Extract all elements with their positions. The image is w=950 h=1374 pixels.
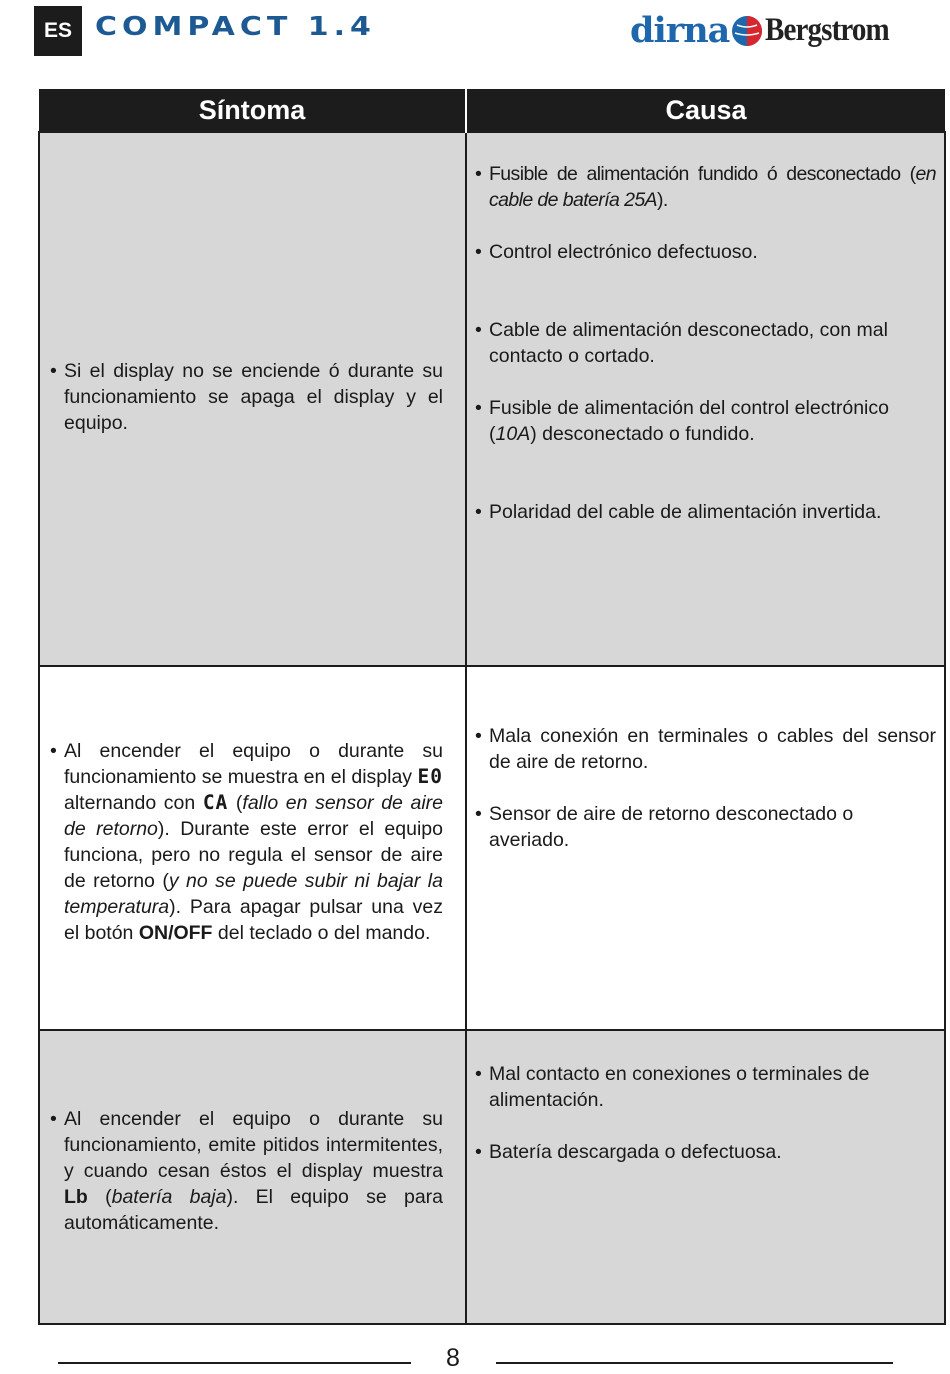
cause-text: ) desconectado o fundido. (530, 423, 755, 445)
page-number: 8 (446, 1344, 460, 1372)
cause-text: Fusible de alimentación fundido ó desconectado ( (489, 163, 916, 185)
table-row (39, 1030, 945, 1324)
symptom-text: ). Para apagar pulsar una vez el botón (64, 896, 443, 944)
cause-text: Mala conexión en terminales o cables del sensor de aire de retorno. (489, 725, 936, 773)
cause-cell (466, 132, 945, 666)
symptom-text: del teclado o del mando. (212, 922, 431, 944)
cause-italic-text: 10A (495, 423, 531, 445)
cause-item: • Fusible de alimentación del control electrónico (10A) desconectado o fundido. (475, 397, 889, 445)
display-code-e0: E0 (417, 765, 443, 788)
symptom-text: ( (228, 792, 243, 814)
table-row (39, 132, 945, 666)
brand-bergstrom-text: Bergstrom (765, 12, 890, 48)
cause-text: Fusible de alimentación del control electrónico ( (489, 397, 889, 445)
troubleshooting-table (38, 89, 946, 1325)
symptom-text: ( (87, 1186, 112, 1208)
symptom-text: ). Durante este error el equipo funciona, pero no regula el sensor de aire de retorno ( (64, 818, 443, 892)
cause-text: Mal contacto en conexiones o terminales de alimentación. (489, 1063, 870, 1111)
cause-item: • Cable de alimentación desconectado, con mal contacto o cortado. (475, 317, 936, 369)
symptom-item: • Si el display no se enciende ó durante su funcionamiento se apaga el display y el equipo. (50, 360, 443, 434)
cause-text: Cable de alimentación desconectado, con mal contacto o cortado. (489, 319, 888, 367)
cause-text: Polaridad del cable de alimentación invertida. (489, 501, 882, 523)
cause-item: • Fusible de alimentación fundido ó desconectado (en cable de batería 25A). (475, 163, 936, 211)
cause-text: Control electrónico defectuoso. (489, 241, 758, 263)
cause-text: ). (656, 189, 668, 211)
cause-item: • Batería descargada o defectuosa. (475, 1139, 936, 1165)
symptom-text: alternando con (64, 792, 203, 814)
brand-logo (630, 10, 906, 51)
symptom-bold-text: Lb (64, 1186, 88, 1208)
symptom-item: • Al encender el equipo o durante su funcionamiento, emite pitidos intermitentes, y cuando cesan éstos el display muestra Lb (batería baja). El equipo se para automáticamente. (50, 1108, 443, 1234)
symptom-italic-text: y no se puede subir ni bajar la temperatura (64, 870, 443, 918)
product-title: COMPACT 1.4 (95, 12, 376, 42)
symptom-text: Si el display no se enciende ó durante su funcionamiento se apaga el display y el equipo. (64, 360, 443, 434)
display-code-ca: CA (202, 791, 229, 814)
symptom-text: Al encender el equipo o durante su funcionamiento, emite pitidos intermitentes, y cuando cesan éstos el display muestra (64, 1108, 443, 1182)
table-row (39, 666, 945, 1030)
footer-divider-right (496, 1362, 893, 1364)
footer-divider-left (58, 1362, 411, 1364)
symptom-cell (39, 132, 466, 666)
cause-text: Batería descargada o defectuosa. (489, 1141, 782, 1163)
cause-item: • Mal contacto en conexiones o terminales de alimentación. (475, 1061, 936, 1113)
symptom-text: Al encender el equipo o durante su funcionamiento se muestra en el display (64, 740, 443, 788)
cause-item: • Control electrónico defectuoso. (475, 239, 936, 265)
symptom-text: ). El equipo se para automáticamente. (64, 1186, 443, 1234)
symptom-cell (39, 1030, 466, 1324)
symptom-column-header: Síntoma (39, 89, 466, 132)
language-badge: ES (34, 6, 82, 56)
symptom-bold-text: ON/OFF (138, 922, 213, 944)
brand-dirna-text: dirna (630, 10, 730, 51)
cause-item: • Sensor de aire de retorno desconectado o averiado. (475, 801, 936, 853)
table-header-row (39, 89, 945, 132)
symptom-cell (39, 666, 466, 1030)
cause-italic-text: en cable de batería 25A (489, 163, 936, 211)
cause-column-header: Causa (466, 89, 945, 132)
cause-text: Sensor de aire de retorno desconectado o averiado. (489, 803, 854, 851)
symptom-item: • Al encender el equipo o durante su funcionamiento se muestra en el display E0 alternando con CA (fallo en sensor de aire de retorno). Durante este error el equipo funciona, pero no regula el sensor de aire de retorno (y no se puede subir ni bajar la temperatura). Para apagar pulsar una vez el botón ON/OFF del teclado o del mando. (50, 740, 444, 944)
symptom-italic-text: batería baja (111, 1186, 227, 1208)
symptom-italic-text: fallo en sensor de aire de retorno (64, 792, 444, 840)
cause-item: • Polaridad del cable de alimentación invertida. (475, 499, 936, 525)
globe-logo-icon (731, 15, 763, 47)
cause-cell (466, 1030, 945, 1324)
cause-cell (466, 666, 945, 1030)
cause-item: • Mala conexión en terminales o cables del sensor de aire de retorno. (475, 725, 936, 773)
